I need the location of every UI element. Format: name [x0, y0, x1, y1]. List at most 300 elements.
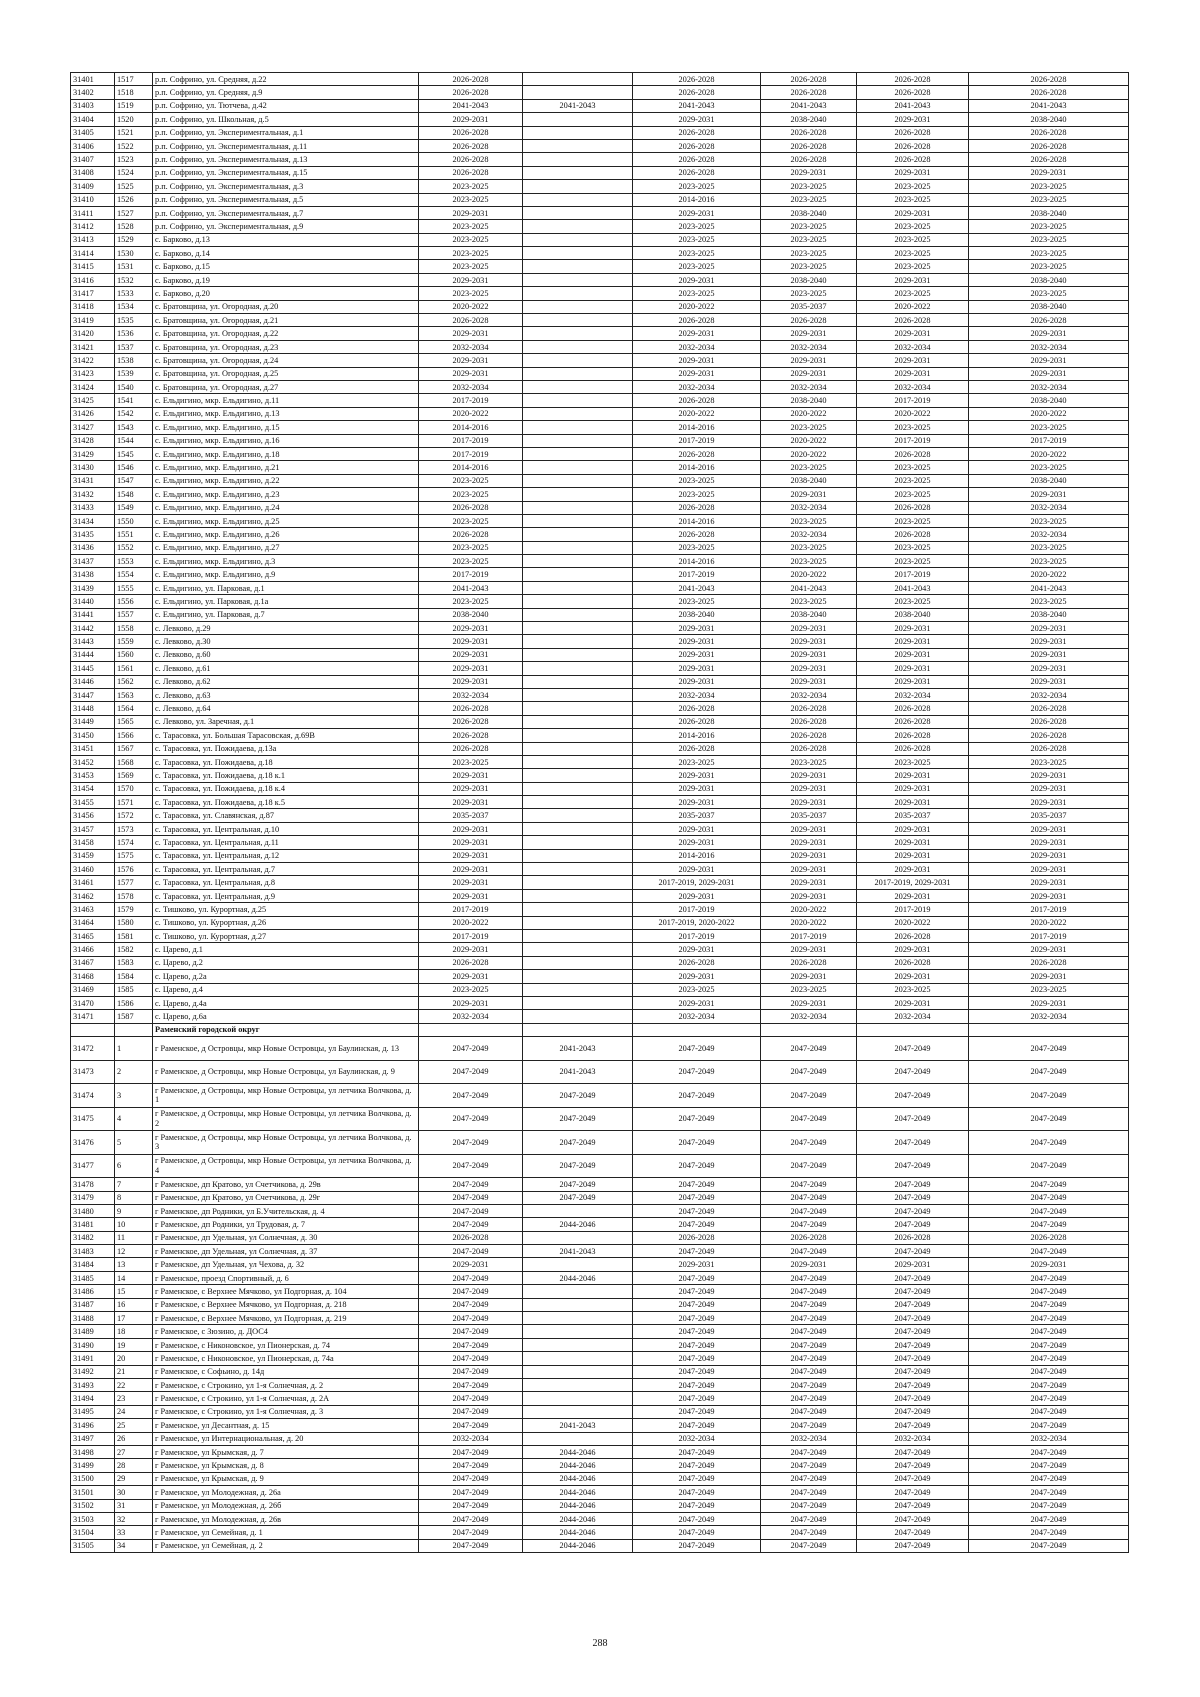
period-cell: 2014-2016 — [419, 461, 523, 474]
table-row — [71, 889, 1129, 902]
period-cell: 2026-2028 — [761, 139, 857, 152]
period-cell: 2029-2031 — [969, 836, 1129, 849]
period-cell: 2047-2049 — [969, 1084, 1129, 1108]
period-cell: 2020-2022 — [969, 447, 1129, 460]
table-row — [71, 1338, 1129, 1351]
address-cell: с. Барково, д.14 — [153, 247, 419, 260]
number-cell: 31422 — [71, 354, 115, 367]
period-cell: 2029-2031 — [419, 206, 523, 219]
period-cell: 2032-2034 — [969, 1010, 1129, 1023]
period-cell: 2047-2049 — [633, 1325, 761, 1338]
period-cell: 2023-2025 — [857, 461, 969, 474]
period-cell: 2029-2031 — [633, 1258, 761, 1271]
period-cell — [523, 501, 633, 514]
address-cell: г Раменское, с Софьино, д. 14д — [153, 1365, 419, 1378]
table-row — [71, 943, 1129, 956]
empty-cell — [761, 1023, 857, 1036]
period-cell: 2032-2034 — [969, 688, 1129, 701]
number-cell: 1580 — [115, 916, 153, 929]
period-cell: 2047-2049 — [761, 1526, 857, 1539]
number-cell: 31476 — [71, 1131, 115, 1155]
number-cell: 31409 — [71, 180, 115, 193]
table-row — [71, 407, 1129, 420]
period-cell: 2044-2046 — [523, 1271, 633, 1284]
number-cell: 31407 — [71, 153, 115, 166]
period-cell: 2020-2022 — [857, 300, 969, 313]
number-cell: 19 — [115, 1338, 153, 1351]
number-cell: 31425 — [71, 394, 115, 407]
period-cell: 2026-2028 — [761, 729, 857, 742]
period-cell: 2047-2049 — [857, 1218, 969, 1231]
table-row — [71, 903, 1129, 916]
period-cell: 2047-2049 — [969, 1539, 1129, 1552]
period-cell: 2047-2049 — [969, 1486, 1129, 1499]
address-cell: с. Тарасовка, ул. Центральная, д.10 — [153, 822, 419, 835]
period-cell: 2032-2034 — [857, 1432, 969, 1445]
table-row — [71, 796, 1129, 809]
period-cell: 2026-2028 — [857, 702, 969, 715]
period-cell: 2029-2031 — [969, 635, 1129, 648]
number-cell: 31492 — [71, 1365, 115, 1378]
period-cell — [523, 849, 633, 862]
address-cell: г Раменское, с Никоновское, ул Пионерская, д. 74 — [153, 1338, 419, 1351]
period-cell: 2023-2025 — [969, 514, 1129, 527]
period-cell: 2026-2028 — [633, 166, 761, 179]
period-cell: 2032-2034 — [969, 380, 1129, 393]
period-cell: 2032-2034 — [857, 688, 969, 701]
period-cell: 2047-2049 — [419, 1131, 523, 1155]
period-cell: 2047-2049 — [857, 1512, 969, 1525]
number-cell: 31437 — [71, 555, 115, 568]
table-row — [71, 1486, 1129, 1499]
period-cell: 2026-2028 — [969, 729, 1129, 742]
period-cell: 2017-2019 — [419, 394, 523, 407]
number-cell: 31503 — [71, 1512, 115, 1525]
number-cell: 12 — [115, 1245, 153, 1258]
table-row — [71, 1365, 1129, 1378]
period-cell: 2047-2049 — [761, 1338, 857, 1351]
number-cell: 31504 — [71, 1526, 115, 1539]
number-cell: 31445 — [71, 662, 115, 675]
period-cell: 2017-2019, 2029-2031 — [857, 876, 969, 889]
period-cell: 2029-2031 — [419, 849, 523, 862]
period-cell: 2029-2031 — [969, 996, 1129, 1009]
period-cell: 2047-2049 — [761, 1245, 857, 1258]
number-cell: 31401 — [71, 73, 115, 86]
number-cell: 31435 — [71, 528, 115, 541]
period-cell: 2026-2028 — [969, 139, 1129, 152]
number-cell: 31501 — [71, 1486, 115, 1499]
period-cell: 2029-2031 — [857, 796, 969, 809]
table-row — [71, 755, 1129, 768]
table-row — [71, 1285, 1129, 1298]
table-row — [71, 1037, 1129, 1061]
period-cell: 2020-2022 — [419, 407, 523, 420]
number-cell: 31444 — [71, 648, 115, 661]
period-cell: 2029-2031 — [633, 622, 761, 635]
number-cell: 1530 — [115, 247, 153, 260]
period-cell: 2047-2049 — [633, 1539, 761, 1552]
number-cell: 11 — [115, 1231, 153, 1244]
period-cell: 2038-2040 — [969, 206, 1129, 219]
period-cell: 2029-2031 — [633, 836, 761, 849]
period-cell: 2032-2034 — [761, 1432, 857, 1445]
period-cell: 2047-2049 — [761, 1459, 857, 1472]
period-cell: 2026-2028 — [857, 314, 969, 327]
period-cell — [523, 702, 633, 715]
number-cell: 4 — [115, 1107, 153, 1131]
period-cell: 2026-2028 — [419, 501, 523, 514]
period-cell: 2023-2025 — [761, 461, 857, 474]
table-row — [71, 863, 1129, 876]
number-cell: 31443 — [71, 635, 115, 648]
number-cell: 31433 — [71, 501, 115, 514]
number-cell: 28 — [115, 1459, 153, 1472]
period-cell: 2017-2019 — [857, 394, 969, 407]
table-row — [71, 1526, 1129, 1539]
table-row — [71, 1459, 1129, 1472]
period-cell: 2029-2031 — [419, 354, 523, 367]
period-cell — [523, 488, 633, 501]
period-cell: 2023-2025 — [419, 474, 523, 487]
period-cell: 2026-2028 — [857, 73, 969, 86]
period-cell: 2029-2031 — [633, 367, 761, 380]
period-cell: 2047-2049 — [419, 1285, 523, 1298]
period-cell: 2029-2031 — [969, 849, 1129, 862]
period-cell: 2041-2043 — [857, 581, 969, 594]
period-cell: 2038-2040 — [761, 113, 857, 126]
number-cell: 31486 — [71, 1285, 115, 1298]
table-row — [71, 1298, 1129, 1311]
period-cell: 2026-2028 — [633, 73, 761, 86]
number-cell: 31431 — [71, 474, 115, 487]
table-row — [71, 996, 1129, 1009]
period-cell: 2017-2019 — [419, 903, 523, 916]
period-cell: 2047-2049 — [761, 1060, 857, 1084]
period-cell: 2047-2049 — [633, 1312, 761, 1325]
period-cell: 2032-2034 — [761, 688, 857, 701]
period-cell: 2023-2025 — [761, 541, 857, 554]
table-row — [71, 153, 1129, 166]
period-cell: 2047-2049 — [857, 1037, 969, 1061]
period-cell: 2047-2049 — [969, 1218, 1129, 1231]
number-cell: 31426 — [71, 407, 115, 420]
number-cell: 31502 — [71, 1499, 115, 1512]
address-cell: с. Царево, д.2а — [153, 970, 419, 983]
address-cell: р.п. Софрино, ул. Экспериментальная, д.11 — [153, 139, 419, 152]
period-cell: 2047-2049 — [761, 1539, 857, 1552]
number-cell: 31413 — [71, 233, 115, 246]
period-cell: 2029-2031 — [761, 675, 857, 688]
period-cell: 2029-2031 — [969, 822, 1129, 835]
period-cell: 2026-2028 — [633, 715, 761, 728]
period-cell: 2029-2031 — [419, 113, 523, 126]
period-cell: 2032-2034 — [761, 501, 857, 514]
address-cell: с. Ельдигино, мкр. Ельдигино, д.26 — [153, 528, 419, 541]
period-cell — [523, 1298, 633, 1311]
period-cell: 2023-2025 — [857, 193, 969, 206]
period-cell: 2020-2022 — [633, 407, 761, 420]
period-cell: 2047-2049 — [419, 1204, 523, 1217]
period-cell: 2047-2049 — [969, 1459, 1129, 1472]
period-cell: 2029-2031 — [857, 273, 969, 286]
number-cell: 31458 — [71, 836, 115, 849]
period-cell: 2047-2049 — [857, 1472, 969, 1485]
period-cell: 2029-2031 — [761, 796, 857, 809]
address-cell: с. Барково, д.19 — [153, 273, 419, 286]
period-cell — [523, 782, 633, 795]
period-cell: 2029-2031 — [969, 943, 1129, 956]
period-cell: 2047-2049 — [523, 1178, 633, 1191]
period-cell: 2047-2049 — [761, 1312, 857, 1325]
period-cell: 2047-2049 — [857, 1285, 969, 1298]
table-row — [71, 1107, 1129, 1131]
table-row — [71, 1512, 1129, 1525]
period-cell: 2029-2031 — [419, 943, 523, 956]
number-cell: 31490 — [71, 1338, 115, 1351]
number-cell: 31404 — [71, 113, 115, 126]
period-cell: 2047-2049 — [633, 1298, 761, 1311]
period-cell: 2047-2049 — [857, 1191, 969, 1204]
period-cell: 2029-2031 — [419, 822, 523, 835]
table-row — [71, 1231, 1129, 1244]
table-row — [71, 247, 1129, 260]
period-cell: 2047-2049 — [419, 1539, 523, 1552]
number-cell: 1559 — [115, 635, 153, 648]
address-cell: г Раменское, д Островцы, мкр Новые Островцы, ул летчика Волчкова, д. 1 — [153, 1084, 419, 1108]
period-cell: 2047-2049 — [633, 1271, 761, 1284]
period-cell: 2047-2049 — [633, 1378, 761, 1391]
number-cell: 1551 — [115, 528, 153, 541]
number-cell: 31450 — [71, 729, 115, 742]
number-cell: 31459 — [71, 849, 115, 862]
table-row — [71, 139, 1129, 152]
period-cell: 2026-2028 — [857, 742, 969, 755]
period-cell — [523, 434, 633, 447]
period-cell: 2023-2025 — [857, 421, 969, 434]
number-cell: 31440 — [71, 595, 115, 608]
address-cell: г Раменское, ул Молодежная, д. 26в — [153, 1512, 419, 1525]
period-cell: 2026-2028 — [419, 166, 523, 179]
period-cell — [523, 300, 633, 313]
period-cell: 2029-2031 — [761, 635, 857, 648]
table-row — [71, 99, 1129, 112]
table-row — [71, 1499, 1129, 1512]
address-cell: с. Барково, д.13 — [153, 233, 419, 246]
number-cell: 1575 — [115, 849, 153, 862]
number-cell: 31424 — [71, 380, 115, 393]
address-cell: г Раменское, с Верхнее Мячково, ул Подгорная, д. 218 — [153, 1298, 419, 1311]
period-cell: 2047-2049 — [969, 1312, 1129, 1325]
number-cell: 1521 — [115, 126, 153, 139]
address-cell: с. Тарасовка, ул. Пожидаева, д.13а — [153, 742, 419, 755]
number-cell: 31439 — [71, 581, 115, 594]
table-row — [71, 822, 1129, 835]
number-cell: 31442 — [71, 622, 115, 635]
number-cell: 1535 — [115, 314, 153, 327]
address-cell: г Раменское, ул Крымская, д. 8 — [153, 1459, 419, 1472]
number-cell: 18 — [115, 1325, 153, 1338]
number-cell: 31483 — [71, 1245, 115, 1258]
period-cell: 2047-2049 — [761, 1512, 857, 1525]
period-cell: 2026-2028 — [633, 139, 761, 152]
period-cell: 2020-2022 — [969, 916, 1129, 929]
address-cell: с. Ельдигино, мкр. Ельдигино, д.11 — [153, 394, 419, 407]
period-cell: 2047-2049 — [761, 1154, 857, 1178]
period-cell: 2029-2031 — [633, 273, 761, 286]
period-cell: 2017-2019 — [857, 903, 969, 916]
period-cell: 2047-2049 — [523, 1084, 633, 1108]
period-cell: 2029-2031 — [857, 822, 969, 835]
address-cell: с. Левково, д.60 — [153, 648, 419, 661]
period-cell: 2047-2049 — [857, 1445, 969, 1458]
number-cell: 1539 — [115, 367, 153, 380]
period-cell: 2047-2049 — [969, 1378, 1129, 1391]
number-cell: 1587 — [115, 1010, 153, 1023]
table-row — [71, 622, 1129, 635]
number-cell: 1528 — [115, 220, 153, 233]
period-cell: 2023-2025 — [419, 541, 523, 554]
period-cell: 2047-2049 — [969, 1352, 1129, 1365]
period-cell: 2014-2016 — [633, 514, 761, 527]
period-cell: 2026-2028 — [419, 139, 523, 152]
table-row — [71, 501, 1129, 514]
period-cell: 2044-2046 — [523, 1526, 633, 1539]
period-cell: 2032-2034 — [633, 688, 761, 701]
period-cell: 2047-2049 — [857, 1312, 969, 1325]
number-cell: 31410 — [71, 193, 115, 206]
number-cell: 31432 — [71, 488, 115, 501]
address-cell: с. Левково, д.61 — [153, 662, 419, 675]
period-cell: 2026-2028 — [419, 153, 523, 166]
period-cell: 2029-2031 — [857, 1258, 969, 1271]
period-cell: 2017-2019 — [419, 930, 523, 943]
period-cell: 2038-2040 — [969, 113, 1129, 126]
period-cell: 2026-2028 — [419, 702, 523, 715]
number-cell: 1550 — [115, 514, 153, 527]
table-row — [71, 1352, 1129, 1365]
period-cell: 2047-2049 — [419, 1378, 523, 1391]
period-cell: 2029-2031 — [969, 876, 1129, 889]
address-cell: р.п. Софрино, ул. Экспериментальная, д.1 — [153, 126, 419, 139]
period-cell: 2047-2049 — [761, 1218, 857, 1231]
period-cell: 2029-2031 — [419, 863, 523, 876]
period-cell: 2026-2028 — [857, 139, 969, 152]
number-cell: 3 — [115, 1084, 153, 1108]
period-cell: 2029-2031 — [969, 889, 1129, 902]
period-cell: 2047-2049 — [761, 1486, 857, 1499]
address-cell: с. Ельдигино, мкр. Ельдигино, д.3 — [153, 555, 419, 568]
period-cell: 2026-2028 — [633, 153, 761, 166]
period-cell: 2017-2019 — [419, 434, 523, 447]
period-cell: 2029-2031 — [857, 849, 969, 862]
period-cell: 2047-2049 — [633, 1392, 761, 1405]
period-cell: 2047-2049 — [523, 1107, 633, 1131]
table-row — [71, 1191, 1129, 1204]
table-row — [71, 769, 1129, 782]
number-cell: 1565 — [115, 715, 153, 728]
number-cell: 1574 — [115, 836, 153, 849]
table-row — [71, 1154, 1129, 1178]
period-cell: 2026-2028 — [857, 528, 969, 541]
period-cell: 2047-2049 — [633, 1445, 761, 1458]
number-cell: 31412 — [71, 220, 115, 233]
period-cell: 2047-2049 — [633, 1178, 761, 1191]
number-cell: 1542 — [115, 407, 153, 420]
period-cell: 2047-2049 — [969, 1060, 1129, 1084]
number-cell: 10 — [115, 1218, 153, 1231]
number-cell: 31446 — [71, 675, 115, 688]
address-cell: с. Тарасовка, ул. Центральная, д.9 — [153, 889, 419, 902]
number-cell: 31479 — [71, 1191, 115, 1204]
table-row — [71, 340, 1129, 353]
table-row — [71, 595, 1129, 608]
period-cell: 2029-2031 — [419, 876, 523, 889]
period-cell: 2029-2031 — [761, 327, 857, 340]
period-cell: 2023-2025 — [969, 421, 1129, 434]
address-cell: г Раменское, д Островцы, мкр Новые Островцы, ул Баулинская, д. 9 — [153, 1060, 419, 1084]
address-cell: с. Тишково, ул. Курортная, д.25 — [153, 903, 419, 916]
number-cell: 1 — [115, 1037, 153, 1061]
period-cell: 2026-2028 — [419, 73, 523, 86]
period-cell: 2041-2043 — [419, 99, 523, 112]
period-cell: 2047-2049 — [633, 1405, 761, 1418]
period-cell: 2047-2049 — [419, 1084, 523, 1108]
period-cell: 2047-2049 — [857, 1526, 969, 1539]
period-cell: 2047-2049 — [633, 1131, 761, 1155]
period-cell: 2041-2043 — [761, 581, 857, 594]
period-cell: 2029-2031 — [969, 354, 1129, 367]
period-cell: 2047-2049 — [761, 1285, 857, 1298]
period-cell: 2026-2028 — [857, 447, 969, 460]
period-cell: 2029-2031 — [761, 1258, 857, 1271]
table-row — [71, 983, 1129, 996]
period-cell: 2047-2049 — [761, 1419, 857, 1432]
number-cell: 17 — [115, 1312, 153, 1325]
table-row — [71, 1060, 1129, 1084]
number-cell: 1558 — [115, 622, 153, 635]
section-title: Раменский городской округ — [153, 1023, 419, 1036]
number-cell: 31462 — [71, 889, 115, 902]
period-cell: 2047-2049 — [761, 1107, 857, 1131]
table-body — [71, 73, 1129, 1553]
period-cell: 2026-2028 — [761, 73, 857, 86]
period-cell: 2026-2028 — [633, 956, 761, 969]
period-cell: 2032-2034 — [857, 340, 969, 353]
period-cell: 2023-2025 — [633, 220, 761, 233]
table-row — [71, 1178, 1129, 1191]
number-cell: 1555 — [115, 581, 153, 594]
period-cell: 2047-2049 — [419, 1245, 523, 1258]
period-cell: 2041-2043 — [523, 99, 633, 112]
period-cell: 2026-2028 — [419, 314, 523, 327]
number-cell: 31466 — [71, 943, 115, 956]
address-cell: с. Ельдигино, мкр. Ельдигино, д.15 — [153, 421, 419, 434]
number-cell: 1538 — [115, 354, 153, 367]
table-row — [71, 608, 1129, 621]
period-cell: 2047-2049 — [633, 1419, 761, 1432]
period-cell: 2023-2025 — [761, 421, 857, 434]
number-cell: 1543 — [115, 421, 153, 434]
number-cell: 1581 — [115, 930, 153, 943]
period-cell: 2029-2031 — [761, 662, 857, 675]
number-cell: 1566 — [115, 729, 153, 742]
period-cell: 2023-2025 — [857, 555, 969, 568]
table-row — [71, 662, 1129, 675]
address-cell: с. Царево, д.1 — [153, 943, 419, 956]
table-row — [71, 166, 1129, 179]
period-cell: 2023-2025 — [857, 983, 969, 996]
